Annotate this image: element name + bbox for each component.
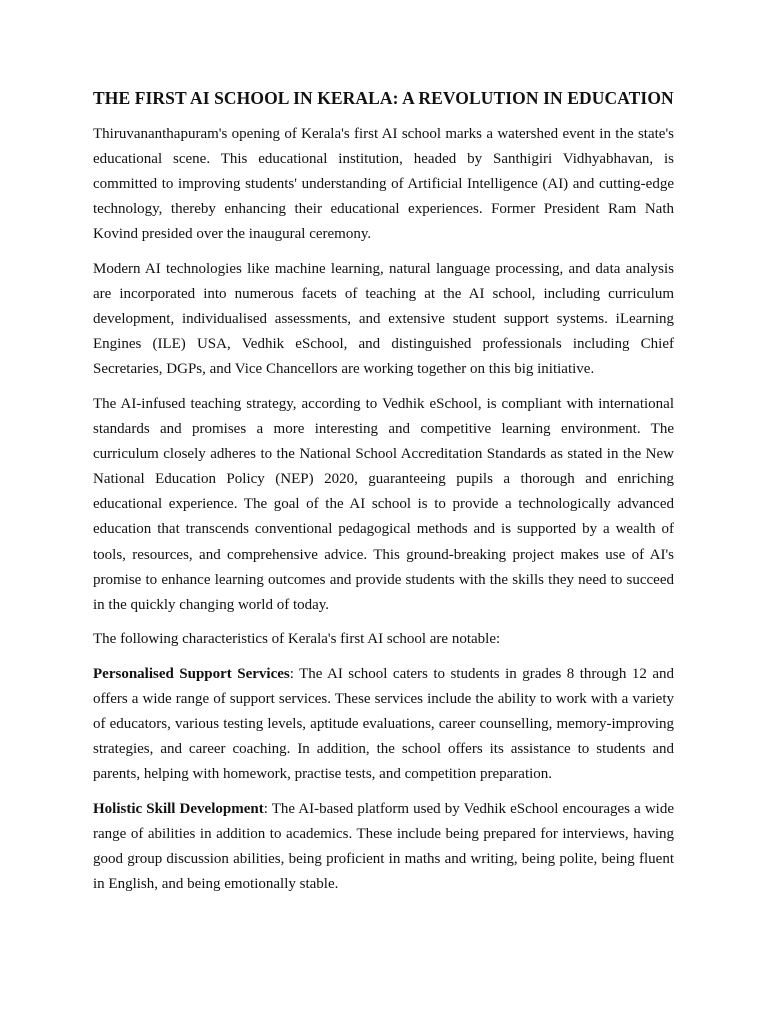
document-page: [93, 84, 674, 907]
feature-text: : The AI school caters to students in grades 8 through 12 and offers a wide range of support services. These services include the ability to work with a variety of educators, various testing levels, aptitude evaluations, career counselling, memory-improving strategies, and career coaching. In addition, the school offers its assistance to students and parents, helping with homework, practise tests, and competition preparation.: [93, 665, 674, 783]
feature-heading: Personalised Support Services: [93, 665, 290, 682]
paragraph-technologies: Modern AI technologies like machine learning, natural language processing, and data analysis are incorporated into numerous facets of teaching at the AI school, including curriculum development, individualised assessments, and extensive student support systems. iLearning Engines (ILE) USA, Vedhik eSchool, and distinguished professionals including Chief Secretaries, DGPs, and Vice Chancellors are working together on this big initiative.: [93, 260, 674, 378]
paragraph-intro: Thiruvananthapuram's opening of Kerala's first AI school marks a watershed event in the state's educational scene. This educational institution, headed by Santhigiri Vidhyabhavan, is committed to improving students' understanding of Artificial Intelligence (AI) and cutting-edge technology, thereby enhancing their educational experiences. Former President Ram Nath Kovind presided over the inaugural ceremony.: [93, 126, 674, 243]
article-title: THE FIRST AI SCHOOL IN KERALA: A REVOLUTION IN EDUCATION: [93, 88, 674, 108]
paragraph-teaching-strategy: The AI-infused teaching strategy, according to Vedhik eSchool, is compliant with international standards and promises a more interesting and competitive learning environment. The curriculum closely adheres to the National School Accreditation Standards as stated in the New National Education Policy (NEP) 2020, guaranteeing pupils a thorough and enriching educational experience. The goal of the AI school is to provide a technologically advanced education that transcends conventional pedagogical methods and is supported by a wealth of tools, resources, and comprehensive advice. This ground-breaking project makes use of AI's promise to enhance learning outcomes and provide students with the skills they need to succeed in the quickly changing world of today.: [93, 395, 674, 613]
paragraph-characteristics-intro: The following characteristics of Kerala's first AI school are notable:: [93, 631, 501, 648]
feature-heading: Holistic Skill Development: [93, 800, 264, 817]
feature-personalised-support: [93, 662, 674, 787]
feature-holistic-skill: [93, 797, 674, 897]
feature-text: : The AI-based platform used by Vedhik eSchool encourages a wide range of abilities in addition to academics. These include being prepared for interviews, having good group discussion abilities, being proficient in maths and writing, being polite, being fluent in English, and being emotionally stable.: [93, 800, 675, 893]
